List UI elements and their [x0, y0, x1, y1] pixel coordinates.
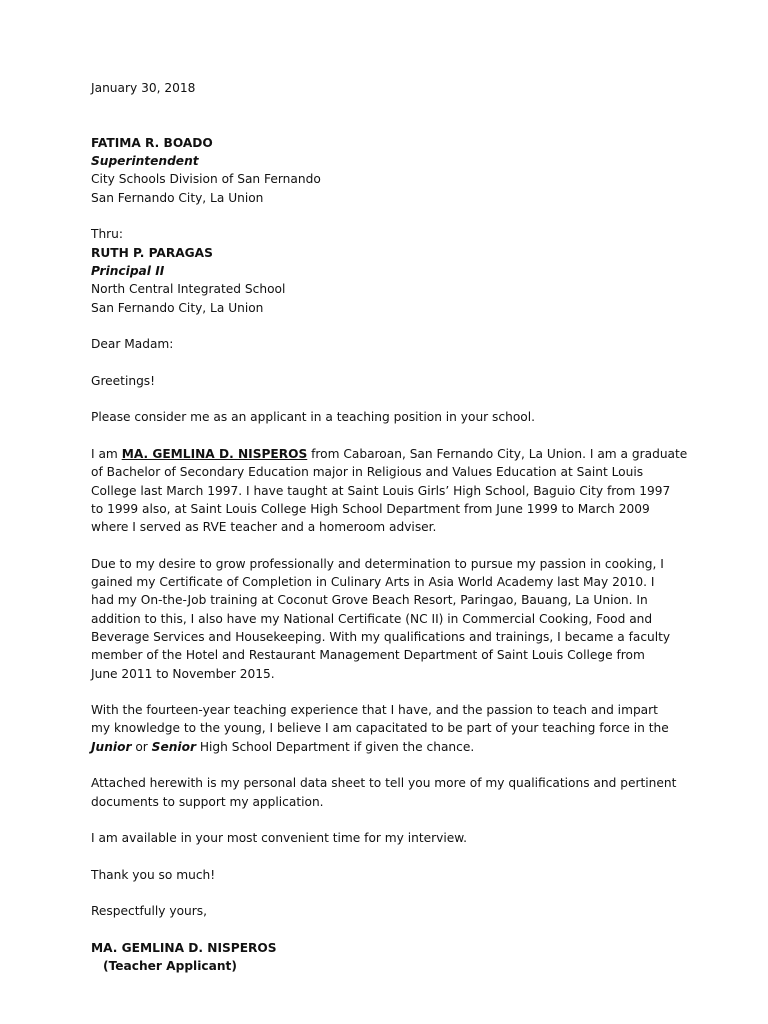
closing-line: Respectfully yours,: [91, 904, 207, 919]
paragraph-line: Beverage Services and Housekeeping. With my qualifications and trainings, I became a faculty: [91, 629, 671, 644]
signature-name: MA. GEMLINA D. NISPEROS: [91, 940, 277, 955]
paragraph-line-text: from Cabaroan, San Fernando City, La Union. I am a graduate: [307, 446, 688, 461]
applicant-name: MA. GEMLINA D. NISPEROS: [121, 446, 308, 461]
thru-address: San Fernando City, La Union: [91, 300, 264, 315]
recipient-office: City Schools Division of San Fernando: [91, 172, 321, 187]
thanks-line: Thank you so much!: [91, 867, 216, 882]
junior-label: Junior: [91, 739, 132, 754]
recipient-block: [91, 134, 691, 207]
paragraph-attachments: [91, 774, 691, 811]
paragraph-line: [91, 738, 691, 756]
paragraph-line: to 1999 also, at Saint Louis College High School Department from June 1999 to March 2009: [91, 501, 650, 516]
or-text: or: [131, 739, 152, 754]
signature-role: (Teacher Applicant): [103, 959, 237, 974]
letter-page: [91, 79, 691, 976]
paragraph-line: Attached herewith is my personal data sheet to tell you more of my qualifications and pertinent: [91, 776, 677, 791]
paragraph-line: member of the Hotel and Restaurant Management Department of Saint Louis College from: [91, 648, 645, 663]
paragraph-line-text: High School Department if given the chance.: [195, 739, 475, 754]
paragraph-line: addition to this, I also have my National Certificate (NC II) in Commercial Cooking, Food and: [91, 611, 653, 626]
availability-paragraph: I am available in your most convenient time for my interview.: [91, 831, 467, 846]
recipient-address: San Fernando City, La Union: [91, 190, 264, 205]
intro-paragraph: Please consider me as an applicant in a teaching position in your school.: [91, 410, 535, 425]
recipient-title: Superintendent: [91, 154, 199, 169]
paragraph-line: [91, 445, 691, 463]
paragraph-background: [91, 445, 691, 536]
paragraph-line: documents to support my application.: [91, 794, 324, 809]
paragraph-line: my knowledge to the young, I believe I am capacitated to be part of your teaching force in the: [91, 721, 669, 736]
thru-office: North Central Integrated School: [91, 282, 286, 297]
thru-title: Principal II: [91, 263, 165, 278]
senior-label: Senior: [151, 739, 196, 754]
paragraph-line: Due to my desire to grow professionally and determination to pursue my passion in cooking, I: [91, 556, 664, 571]
letter-date: January 30, 2018: [91, 81, 196, 95]
paragraph-line: June 2011 to November 2015.: [91, 666, 275, 681]
greeting: Greetings!: [91, 373, 156, 388]
recipient-name: FATIMA R. BOADO: [91, 135, 213, 150]
paragraph-line: of Bachelor of Secondary Education major in Religious and Values Education at Saint Louis: [91, 465, 644, 480]
paragraph-line: College last March 1997. I have taught at Saint Louis Girls’ High School, Baguio City from 1997: [91, 483, 671, 498]
paragraph-line: where I served as RVE teacher and a homeroom adviser.: [91, 520, 437, 535]
paragraph-line: had my On-the-Job training at Coconut Grove Beach Resort, Paringao, Bauang, La Union. In: [91, 593, 648, 608]
paragraph-line: With the fourteen-year teaching experience that I have, and the passion to teach and impart: [91, 703, 658, 718]
intro-prefix: I am: [91, 446, 122, 461]
paragraph-culinary: [91, 555, 691, 683]
paragraph-experience: [91, 701, 691, 756]
salutation: Dear Madam:: [91, 337, 174, 352]
thru-block: [91, 225, 691, 316]
thru-name: RUTH P. PARAGAS: [91, 245, 213, 260]
thru-label: Thru:: [91, 227, 124, 242]
paragraph-line: gained my Certificate of Completion in Culinary Arts in Asia World Academy last May 2010. I: [91, 575, 655, 590]
